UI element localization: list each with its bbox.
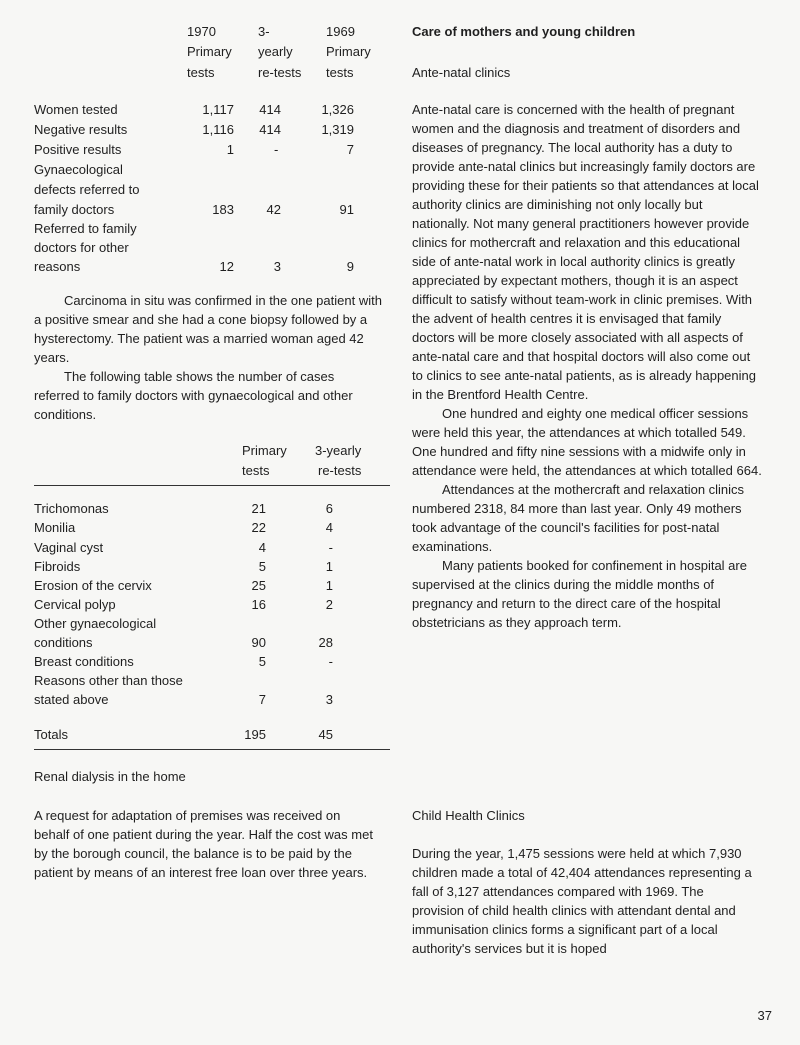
cell: 22 bbox=[251, 520, 266, 535]
cell: 414 bbox=[259, 102, 281, 117]
renal-section bbox=[34, 806, 376, 882]
header-line: re-tests bbox=[318, 463, 362, 478]
row-label: Women tested bbox=[34, 102, 118, 117]
child-health-heading: Child Health Clinics bbox=[412, 808, 525, 823]
cell: 2 bbox=[325, 597, 333, 612]
header-line: tests bbox=[242, 463, 270, 478]
cell: 1,326 bbox=[321, 102, 354, 117]
cell: 5 bbox=[258, 654, 266, 669]
antenatal-heading: Ante-natal clinics bbox=[412, 65, 511, 80]
cell: - bbox=[328, 540, 333, 555]
renal-paragraph: A request for adaptation of premises was received on behalf of one patient during the year. Half the cost was met by the borough council, the balance is to be paid by the patient by means of an interest free loan over three years. bbox=[34, 808, 373, 880]
cell: 195 bbox=[244, 727, 266, 742]
row-label: Trichomonas bbox=[34, 501, 109, 516]
child-health-section bbox=[412, 844, 757, 958]
row-label: reasons bbox=[34, 259, 81, 274]
cell: 1,319 bbox=[321, 122, 354, 137]
cell: 6 bbox=[325, 501, 333, 516]
row-label: Positive results bbox=[34, 142, 122, 157]
carcinoma-paragraph: Carcinoma in situ was confirmed in the one patient with a positive smear and she had a cone biopsy followed by a hysterectomy. The patient was a married woman aged 42 years. bbox=[34, 293, 382, 365]
cell: 414 bbox=[259, 122, 281, 137]
cell: 7 bbox=[346, 142, 354, 157]
cell: 90 bbox=[251, 635, 266, 650]
row-label: Reasons other than those bbox=[34, 673, 183, 688]
cell: 1,117 bbox=[202, 102, 234, 117]
totals-label: Totals bbox=[34, 727, 68, 742]
cell: 5 bbox=[258, 559, 266, 574]
cell: 21 bbox=[251, 501, 266, 516]
header-line: 3- bbox=[258, 24, 270, 39]
row-label: Monilia bbox=[34, 520, 76, 535]
cell: 28 bbox=[318, 635, 333, 650]
row-label: Erosion of the cervix bbox=[34, 578, 152, 593]
header-line: tests bbox=[187, 65, 215, 80]
header-line: yearly bbox=[258, 44, 293, 59]
row-label: doctors for other bbox=[34, 240, 129, 255]
section-title: Care of mothers and young children bbox=[412, 24, 636, 39]
row-label: Breast conditions bbox=[34, 654, 134, 669]
row-label: Fibroids bbox=[34, 559, 81, 574]
sessions-paragraph: One hundred and eighty one medical officer sessions were held this year, the attendances at which totalled 549. One hundred and fifty nine sessions with a midwife only in attendance were held, the attendances at which totalled 664. bbox=[412, 406, 762, 478]
cell: 1 bbox=[325, 578, 333, 593]
row-label: Other gynaecological bbox=[34, 616, 157, 631]
header-line: 1970 bbox=[187, 24, 216, 39]
row-label: Gynaecological bbox=[34, 162, 123, 177]
cell: 4 bbox=[325, 520, 333, 535]
antenatal-paragraph: Ante-natal care is concerned with the health of pregnant women and the diagnosis and treatment of disorders and diseases of pregnancy. The local authority has a duty to provide ante-natal clinics but increasingly family doctors are providing these for their patients so that attendances at local authority clinics are diminishing not only locally but nationally. Not many general practitioners however provide clinics for mothercraft and relaxation and this educational side of ante-natal work in local authority clinics is greatly appreciated by expectant mothers, though it is an aspect difficult to satisfy without team-work in clinic premises. With the advent of health centres it is envisaged that family doctors will be more closely associated with all aspects of ante-natal care and that hospital doctors will also come out to clinics to see ante-natal patients, as is already happening in the Brentford Health Centre. bbox=[412, 102, 759, 402]
row-label: Cervical polyp bbox=[34, 597, 116, 612]
cell: 45 bbox=[318, 727, 333, 742]
table2-top-rule bbox=[34, 485, 390, 486]
cell: 183 bbox=[212, 202, 234, 217]
header-line: re-tests bbox=[258, 65, 302, 80]
cell: 25 bbox=[251, 578, 266, 593]
antenatal-paragraphs bbox=[412, 100, 762, 632]
cell: 4 bbox=[258, 540, 266, 555]
cell: 42 bbox=[266, 202, 281, 217]
cell: - bbox=[274, 142, 279, 157]
header-line: Primary bbox=[187, 44, 232, 59]
cell: 3 bbox=[325, 692, 333, 707]
renal-heading: Renal dialysis in the home bbox=[34, 769, 186, 784]
cell: 91 bbox=[339, 202, 354, 217]
left-paragraphs bbox=[34, 291, 382, 424]
cell: 1 bbox=[226, 142, 234, 157]
table2-bottom-rule bbox=[34, 749, 390, 750]
child-health-paragraph: During the year, 1,475 sessions were held at which 7,930 children made a total of 42,404 attendances representing a fall of 3,127 attendances compared with 1969. The provision of child health clinics with attendant dental and immunisation clinics forms a significant part of a local authority's services but it is hoped bbox=[412, 846, 752, 956]
row-label: stated above bbox=[34, 692, 109, 707]
cell: - bbox=[328, 654, 333, 669]
cell: 1,116 bbox=[202, 122, 234, 137]
row-label: family doctors bbox=[34, 202, 115, 217]
table-intro-paragraph: The following table shows the number of cases referred to family doctors with gynaecological and other conditions. bbox=[34, 369, 353, 422]
header-line: tests bbox=[326, 65, 354, 80]
row-label: Referred to family bbox=[34, 221, 137, 236]
header-line: 1969 bbox=[326, 24, 355, 39]
cell: 3 bbox=[273, 259, 281, 274]
cell: 7 bbox=[258, 692, 266, 707]
header-line: Primary bbox=[242, 443, 287, 458]
row-label: conditions bbox=[34, 635, 93, 650]
row-label: Negative results bbox=[34, 122, 128, 137]
row-label: Vaginal cyst bbox=[34, 540, 104, 555]
confinement-paragraph: Many patients booked for confinement in hospital are supervised at the clinics during the middle months of pregnancy and return to the direct care of the hospital obstetricians as they approach term. bbox=[412, 558, 747, 630]
cell: 16 bbox=[251, 597, 266, 612]
mothercraft-paragraph: Attendances at the mothercraft and relaxation clinics numbered 2318, 84 more than last year. Only 49 mothers took advantage of the council's facilities for post-natal examinations. bbox=[412, 482, 745, 554]
cell: 9 bbox=[346, 259, 354, 274]
row-label: defects referred to bbox=[34, 182, 140, 197]
header-line: 3-yearly bbox=[315, 443, 362, 458]
header-line: Primary bbox=[326, 44, 371, 59]
page-number: 37 bbox=[757, 1008, 772, 1023]
cell: 12 bbox=[219, 259, 234, 274]
cell: 1 bbox=[325, 559, 333, 574]
